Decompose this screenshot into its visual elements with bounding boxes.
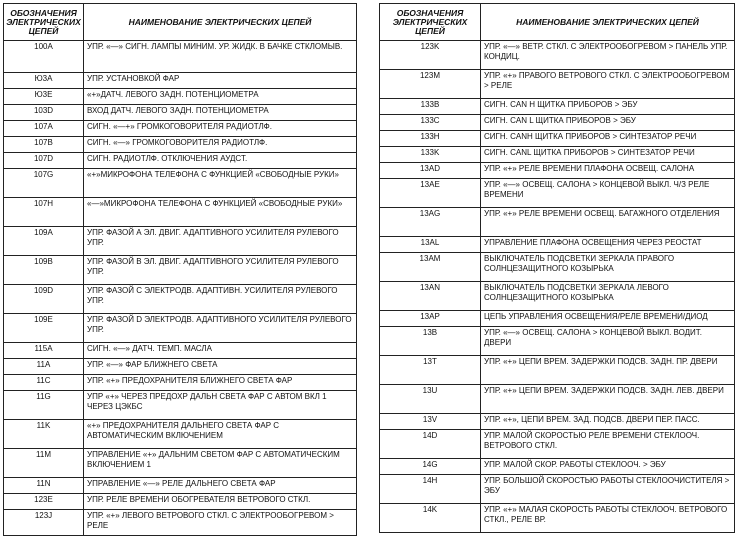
- circuit-name: УПР. БОЛЬШОЙ СКОРОСТЬЮ РАБОТЫ СТЕКЛООЧИСТИТЕЛЯ > ЭБУ: [481, 475, 735, 504]
- table-row: [380, 356, 735, 385]
- circuit-name: УПР. «+» МАЛАЯ СКОРОСТЬ РАБОТЫ СТЕКЛООЧ. ВЕТРОВОГО СТКЛ., РЕЛЕ ВР.: [481, 504, 735, 533]
- circuit-code: 14H: [380, 475, 481, 504]
- circuit-code: 109A: [4, 227, 84, 256]
- circuit-code: 11G: [4, 391, 84, 420]
- circuit-name: «+»МИКРОФОНА ТЕЛЕФОНА С ФУНКЦИЕЙ «СВОБОДНЫЕ РУКИ»: [84, 169, 357, 198]
- table-row: [4, 105, 357, 121]
- circuit-code: 13AN: [380, 282, 481, 311]
- circuit-code: 13AE: [380, 179, 481, 208]
- circuit-name: УПР. ФАЗОЙ А ЭЛ. ДВИГ. АДАПТИВНОГО УСИЛИТЕЛЯ РУЛЕВОГО УПР.: [84, 227, 357, 256]
- table-row: [380, 253, 735, 282]
- table-row: [380, 131, 735, 147]
- table-row: [4, 256, 357, 285]
- table-row: [4, 343, 357, 359]
- header-code: ОБОЗНАЧЕНИЯ ЭЛЕКТРИЧЕСКИХ ЦЕПЕЙ: [380, 4, 481, 41]
- circuit-code: 13T: [380, 356, 481, 385]
- circuit-code: 13AD: [380, 163, 481, 179]
- table-row: [380, 282, 735, 311]
- circuit-name: ВХОД ДАТЧ. ЛЕВОГО ЗАДН. ПОТЕНЦИОМЕТРА: [84, 105, 357, 121]
- circuit-name: УПР. УСТАНОВКОЙ ФАР: [84, 73, 357, 89]
- circuit-code: 123E: [4, 494, 84, 510]
- circuit-name: УПР. МАЛОЙ СКОРОСТЬЮ РЕЛЕ ВРЕМЕНИ СТЕКЛООЧ. ВЕТРОВОГО СТКЛ.: [481, 430, 735, 459]
- header-code: ОБОЗНАЧЕНИЯ ЭЛЕКТРИЧЕСКИХ ЦЕПЕЙ: [4, 4, 84, 41]
- circuit-name: УПРАВЛЕНИЕ ПЛАФОНА ОСВЕЩЕНИЯ ЧЕРЕЗ РЕОСТАТ: [481, 237, 735, 253]
- circuit-code: 13B: [380, 327, 481, 356]
- circuit-name: УПР. ФАЗОЙ D ЭЛЕКТРОДВ. АДАПТИВНОГО УСИЛИТЕЛЯ РУЛЕВОГО УПР.: [84, 314, 357, 343]
- circuit-code: 109D: [4, 285, 84, 314]
- circuit-code: 13AG: [380, 208, 481, 237]
- circuit-code: 133K: [380, 147, 481, 163]
- table-row: [4, 227, 357, 256]
- table-row: [4, 478, 357, 494]
- table-row: [4, 41, 357, 73]
- table-header-row: [4, 4, 357, 41]
- circuit-name: УПР. «+» ПРЕДОХРАНИТЕЛЯ БЛИЖНЕГО СВЕТА ФАР: [84, 375, 357, 391]
- table-row: [380, 70, 735, 99]
- circuit-code: 123K: [380, 41, 481, 70]
- circuit-name: УПРАВЛЕНИЕ «+» ДАЛЬНИМ СВЕТОМ ФАР С АВТОМАТИЧЕСКИМ ВКЛЮЧЕНИЕМ 1: [84, 449, 357, 478]
- circuit-code: 107G: [4, 169, 84, 198]
- table-row: [4, 494, 357, 510]
- circuit-code: 13AM: [380, 253, 481, 282]
- circuit-name: ВЫКЛЮЧАТЕЛЬ ПОДСВЕТКИ ЗЕРКАЛА ЛЕВОГО СОЛНЦЕЗАЩИТНОГО КОЗЫРЬКА: [481, 282, 735, 311]
- table-row: [4, 285, 357, 314]
- table-row: [4, 137, 357, 153]
- circuit-code: 11N: [4, 478, 84, 494]
- circuit-code: 11C: [4, 375, 84, 391]
- circuit-code: 13AP: [380, 311, 481, 327]
- circuit-name: УПР. «—» ФАР БЛИЖНЕГО СВЕТА: [84, 359, 357, 375]
- circuit-name: ВЫКЛЮЧАТЕЛЬ ПОДСВЕТКИ ЗЕРКАЛА ПРАВОГО СОЛНЦЕЗАЩИТНОГО КОЗЫРЬКА: [481, 253, 735, 282]
- table-row: [380, 179, 735, 208]
- table-row: [4, 449, 357, 478]
- circuit-name: СИГН. РАДИОТЛФ. ОТКЛЮЧЕНИЯ АУДСТ.: [84, 153, 357, 169]
- table-row: [4, 169, 357, 198]
- table-row: [380, 385, 735, 414]
- circuit-name: УПР. МАЛОЙ СКОР. РАБОТЫ СТЕКЛООЧ. > ЭБУ: [481, 459, 735, 475]
- table-row: [380, 115, 735, 131]
- circuit-name: УПР. «—» СИГН. ЛАМПЫ МИНИМ. УР. ЖИДК. В БАЧКЕ СТКЛОМЫВ.: [84, 41, 357, 73]
- circuit-code: 133B: [380, 99, 481, 115]
- circuit-code: 109B: [4, 256, 84, 285]
- circuit-code: 107H: [4, 198, 84, 227]
- table-row: [4, 89, 357, 105]
- table-row: [380, 208, 735, 237]
- circuit-name: СИГН. CANL ЩИТКА ПРИБОРОВ > СИНТЕЗАТОР РЕЧИ: [481, 147, 735, 163]
- circuit-table-right: [379, 3, 735, 533]
- circuit-name: СИГН. CAN L ЩИТКА ПРИБОРОВ > ЭБУ: [481, 115, 735, 131]
- table-row: [380, 327, 735, 356]
- circuit-name: УПР. «+», ЦЕПИ ВРЕМ. ЗАД. ПОДСВ. ДВЕРИ ПЕР. ПАСС.: [481, 414, 735, 430]
- table-row: [4, 198, 357, 227]
- table-row: [380, 41, 735, 70]
- circuit-code: 103D: [4, 105, 84, 121]
- circuit-name: УПР. «+» РЕЛЕ ВРЕМЕНИ ПЛАФОНА ОСВЕЩ. САЛОНА: [481, 163, 735, 179]
- circuit-code: 14K: [380, 504, 481, 533]
- circuit-code: 13U: [380, 385, 481, 414]
- circuit-name: УПР. «—» ОСВЕЩ. САЛОНА > КОНЦЕВОЙ ВЫКЛ. Ч/З РЕЛЕ ВРЕМЕНИ: [481, 179, 735, 208]
- circuit-name: УПР. «+» ПРАВОГО ВЕТРОВОГО СТКЛ. С ЭЛЕКТРООБОГРЕВОМ > РЕЛЕ: [481, 70, 735, 99]
- circuit-name: УПР. «—» ОСВЕЩ. САЛОНА > КОНЦЕВОЙ ВЫКЛ. ВОДИТ. ДВЕРИ: [481, 327, 735, 356]
- table-header-row: [380, 4, 735, 41]
- circuit-code: 13V: [380, 414, 481, 430]
- table-row: [380, 163, 735, 179]
- circuit-code: 13AL: [380, 237, 481, 253]
- circuit-code: 109E: [4, 314, 84, 343]
- circuit-name: УПР. ФАЗОЙ В ЭЛ. ДВИГ. АДАПТИВНОГО УСИЛИТЕЛЯ РУЛЕВОГО УПР.: [84, 256, 357, 285]
- circuit-name: «—»МИКРОФОНА ТЕЛЕФОНА С ФУНКЦИЕЙ «СВОБОДНЫЕ РУКИ»: [84, 198, 357, 227]
- table-row: [380, 147, 735, 163]
- circuit-code: 14D: [380, 430, 481, 459]
- circuit-name: «+» ПРЕДОХРАНИТЕЛЯ ДАЛЬНЕГО СВЕТА ФАР С АВТОМАТИЧЕСКИМ ВКЛЮЧЕНИЕМ: [84, 420, 357, 449]
- circuit-code: 14G: [380, 459, 481, 475]
- table-row: [4, 375, 357, 391]
- table-row: [4, 359, 357, 375]
- circuit-name: УПР. «—» ВЕТР. СТКЛ. С ЭЛЕКТРООБОГРЕВОМ > ПАНЕЛЬ УПР. КОНДИЦ.: [481, 41, 735, 70]
- circuit-name: ЦЕПЬ УПРАВЛЕНИЯ ОСВЕЩЕНИЯ/РЕЛЕ ВРЕМЕНИ/ДИОД: [481, 311, 735, 327]
- table-row: [4, 314, 357, 343]
- circuit-code: 107D: [4, 153, 84, 169]
- circuit-code: 123M: [380, 70, 481, 99]
- circuit-name: УПР. «+» РЕЛЕ ВРЕМЕНИ ОСВЕЩ. БАГАЖНОГО ОТДЕЛЕНИЯ: [481, 208, 735, 237]
- table-row: [4, 420, 357, 449]
- circuit-code: Ю3А: [4, 73, 84, 89]
- circuit-code: 11K: [4, 420, 84, 449]
- circuit-name: УПР. РЕЛЕ ВРЕМЕНИ ОБОГРЕВАТЕЛЯ ВЕТРОВОГО СТКЛ.: [84, 494, 357, 510]
- circuit-name: УПР. «+» ЛЕВОГО ВЕТРОВОГО СТКЛ. С ЭЛЕКТРООБОГРЕВОМ > РЕЛЕ: [84, 510, 357, 536]
- circuit-code: 11M: [4, 449, 84, 478]
- table-row: [4, 73, 357, 89]
- table-row: [380, 459, 735, 475]
- table-row: [380, 414, 735, 430]
- table-row: [380, 475, 735, 504]
- circuit-name: УПР. «+» ЦЕПИ ВРЕМ. ЗАДЕРЖКИ ПОДСВ. ЗАДН. ПР. ДВЕРИ: [481, 356, 735, 385]
- circuit-name: СИГН. CAN H ЩИТКА ПРИБОРОВ > ЭБУ: [481, 99, 735, 115]
- header-name: НАИМЕНОВАНИЕ ЭЛЕКТРИЧЕСКИХ ЦЕПЕЙ: [84, 4, 357, 41]
- circuit-code: 123J: [4, 510, 84, 536]
- circuit-code: 107A: [4, 121, 84, 137]
- header-name: НАИМЕНОВАНИЕ ЭЛЕКТРИЧЕСКИХ ЦЕПЕЙ: [481, 4, 735, 41]
- circuit-name: СИГН. CANH ЩИТКА ПРИБОРОВ > СИНТЕЗАТОР РЕЧИ: [481, 131, 735, 147]
- circuit-name: УПР. «+» ЦЕПИ ВРЕМ. ЗАДЕРЖКИ ПОДСВ. ЗАДН. ЛЕВ. ДВЕРИ: [481, 385, 735, 414]
- table-row: [380, 430, 735, 459]
- circuit-code: 107B: [4, 137, 84, 153]
- circuit-table-left: [3, 3, 357, 536]
- table-row: [380, 99, 735, 115]
- table-row: [380, 311, 735, 327]
- table-row: [380, 237, 735, 253]
- table-row: [4, 510, 357, 536]
- circuit-name: «+»ДАТЧ. ЛЕВОГО ЗАДН. ПОТЕНЦИОМЕТРА: [84, 89, 357, 105]
- circuit-code: 133C: [380, 115, 481, 131]
- table-row: [380, 504, 735, 533]
- circuit-name: УПР «+» ЧЕРЕЗ ПРЕДОХР ДАЛЬН СВЕТА ФАР С АВТОМ ВКЛ 1 ЧЕРЕЗ ЦЭКБС: [84, 391, 357, 420]
- circuit-name: УПРАВЛЕНИЕ «—» РЕЛЕ ДАЛЬНЕГО СВЕТА ФАР: [84, 478, 357, 494]
- table-row: [4, 121, 357, 137]
- circuit-name: СИГН. «—» ГРОМКОГОВОРИТЕЛЯ РАДИОТЛФ.: [84, 137, 357, 153]
- circuit-name: УПР. ФАЗОЙ С ЭЛЕКТРОДВ. АДАПТИВН. УСИЛИТЕЛЯ РУЛЕВОГО УПР.: [84, 285, 357, 314]
- circuit-code: 11A: [4, 359, 84, 375]
- circuit-name: СИГН. «—+» ГРОМКОГОВОРИТЕЛЯ РАДИОТЛФ.: [84, 121, 357, 137]
- circuit-code: 133H: [380, 131, 481, 147]
- circuit-name: СИГН. «—» ДАТЧ. ТЕМП. МАСЛА: [84, 343, 357, 359]
- circuit-code: 100A: [4, 41, 84, 73]
- circuit-code: Ю3Е: [4, 89, 84, 105]
- table-row: [4, 153, 357, 169]
- table-row: [4, 391, 357, 420]
- circuit-code: 115A: [4, 343, 84, 359]
